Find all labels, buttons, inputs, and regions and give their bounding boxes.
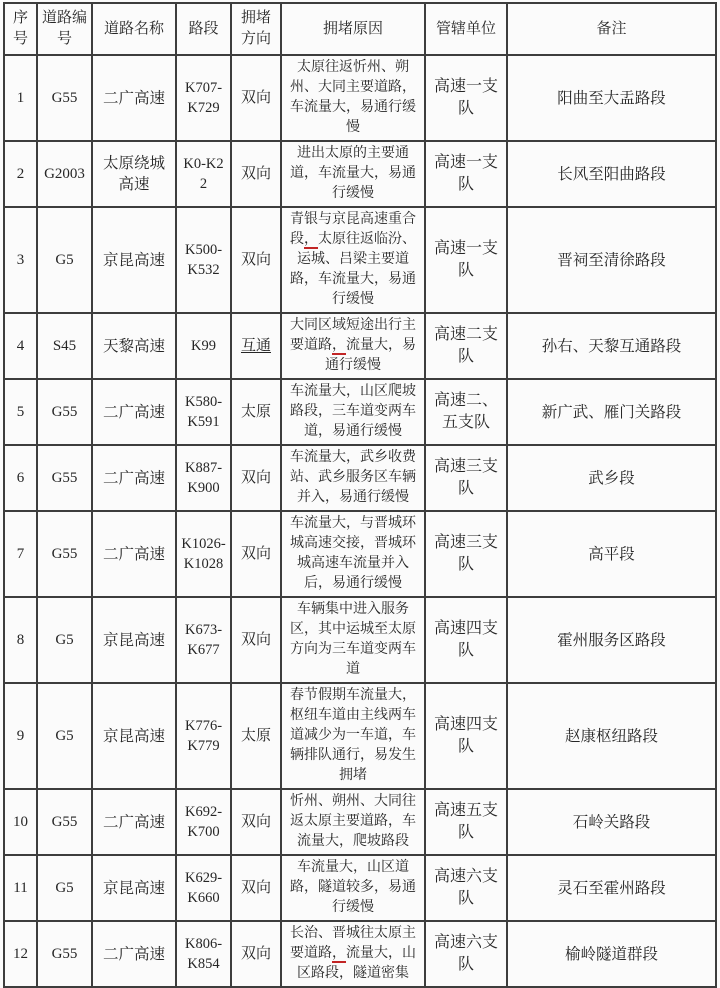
column-header-direction: 拥堵方向 bbox=[231, 3, 281, 55]
cell-code: G55 bbox=[37, 511, 92, 597]
cell-section: K629-K660 bbox=[176, 855, 231, 921]
cell-code: S45 bbox=[37, 313, 92, 379]
cell-name: 京昆高速 bbox=[92, 207, 176, 313]
table-row bbox=[4, 855, 716, 921]
table-row bbox=[4, 55, 716, 141]
cell-name: 京昆高速 bbox=[92, 597, 176, 683]
cell-reason: 春节假期车流量大，枢纽车道由主线两车道减少为一车道，车辆排队通行，易发生拥堵 bbox=[281, 683, 425, 789]
cell-reason: 车流量大，山区爬坡路段，三车道变两车道，易通行缓慢 bbox=[281, 379, 425, 445]
header-row bbox=[4, 3, 716, 55]
cell-unit: 高速一支队 bbox=[425, 141, 507, 207]
reason-text: 太原往返临汾、运城、吕梁主要道路，车流量大，易通行缓慢 bbox=[290, 232, 416, 307]
cell-no: 10 bbox=[4, 789, 37, 855]
table-row bbox=[4, 313, 716, 379]
table-row bbox=[4, 379, 716, 445]
cell-unit: 高速四支队 bbox=[425, 683, 507, 789]
cell-section: K707-K729 bbox=[176, 55, 231, 141]
cell-code: G5 bbox=[37, 855, 92, 921]
cell-direction: 双向 bbox=[231, 789, 281, 855]
reason-text: 青银与京昆高速重合段 bbox=[290, 212, 416, 247]
cell-no: 6 bbox=[4, 445, 37, 511]
cell-reason bbox=[281, 313, 425, 379]
cell-remark: 晋祠至清徐路段 bbox=[507, 207, 716, 313]
cell-unit: 高速五支队 bbox=[425, 789, 507, 855]
column-header-name: 道路名称 bbox=[92, 3, 176, 55]
cell-direction: 双向 bbox=[231, 207, 281, 313]
cell-code: G55 bbox=[37, 55, 92, 141]
column-header-section: 路段 bbox=[176, 3, 231, 55]
cell-no: 7 bbox=[4, 511, 37, 597]
cell-section: K692-K700 bbox=[176, 789, 231, 855]
table-row bbox=[4, 445, 716, 511]
cell-direction: 双向 bbox=[231, 921, 281, 987]
cell-direction: 双向 bbox=[231, 597, 281, 683]
cell-unit: 高速二支队 bbox=[425, 313, 507, 379]
table-row bbox=[4, 207, 716, 313]
cell-remark: 孙右、天黎互通路段 bbox=[507, 313, 716, 379]
cell-remark: 灵石至霍州路段 bbox=[507, 855, 716, 921]
table-row bbox=[4, 511, 716, 597]
cell-code: G55 bbox=[37, 445, 92, 511]
table-row bbox=[4, 597, 716, 683]
reason-text: 长治、晋城往太原主要道路 bbox=[290, 926, 416, 961]
cell-no: 11 bbox=[4, 855, 37, 921]
cell-code: G5 bbox=[37, 597, 92, 683]
cell-name: 二广高速 bbox=[92, 445, 176, 511]
cell-code: G55 bbox=[37, 379, 92, 445]
column-header-no: 序号 bbox=[4, 3, 37, 55]
cell-code: G55 bbox=[37, 921, 92, 987]
cell-section: K776-K779 bbox=[176, 683, 231, 789]
column-header-unit: 管辖单位 bbox=[425, 3, 507, 55]
cell-section: K673-K677 bbox=[176, 597, 231, 683]
cell-remark: 阳曲至大盂路段 bbox=[507, 55, 716, 141]
cell-name: 二广高速 bbox=[92, 921, 176, 987]
column-header-remark: 备注 bbox=[507, 3, 716, 55]
cell-section: K580-K591 bbox=[176, 379, 231, 445]
cell-remark: 武乡段 bbox=[507, 445, 716, 511]
cell-no: 4 bbox=[4, 313, 37, 379]
cell-section: K887-K900 bbox=[176, 445, 231, 511]
cell-remark: 长风至阳曲路段 bbox=[507, 141, 716, 207]
reason-text: 大同区域短途出行主要道路 bbox=[290, 318, 416, 353]
cell-code: G2003 bbox=[37, 141, 92, 207]
cell-remark: 霍州服务区路段 bbox=[507, 597, 716, 683]
cell-name: 二广高速 bbox=[92, 379, 176, 445]
cell-unit: 高速二、五支队 bbox=[425, 379, 507, 445]
direction-underlined-text: 互通 bbox=[240, 337, 271, 354]
cell-remark: 赵康枢纽路段 bbox=[507, 683, 716, 789]
reason-marked-text: ， bbox=[332, 946, 346, 961]
cell-unit: 高速一支队 bbox=[425, 55, 507, 141]
cell-section: K1026-K1028 bbox=[176, 511, 231, 597]
cell-section: K806-K854 bbox=[176, 921, 231, 987]
table-body bbox=[4, 55, 716, 987]
column-header-code: 道路编号 bbox=[37, 3, 92, 55]
cell-section: K500-K532 bbox=[176, 207, 231, 313]
cell-direction: 双向 bbox=[231, 511, 281, 597]
cell-reason: 太原往返忻州、朔州、大同主要道路，车流量大，易通行缓慢 bbox=[281, 55, 425, 141]
cell-no: 3 bbox=[4, 207, 37, 313]
cell-unit: 高速四支队 bbox=[425, 597, 507, 683]
cell-code: G5 bbox=[37, 207, 92, 313]
cell-reason: 忻州、朔州、大同往返太原主要道路，车流量大，爬坡路段 bbox=[281, 789, 425, 855]
reason-marked-text: ， bbox=[332, 338, 346, 353]
table-row bbox=[4, 683, 716, 789]
cell-code: G5 bbox=[37, 683, 92, 789]
cell-code: G55 bbox=[37, 789, 92, 855]
cell-remark: 高平段 bbox=[507, 511, 716, 597]
traffic-congestion-table bbox=[3, 2, 717, 988]
cell-unit: 高速一支队 bbox=[425, 207, 507, 313]
cell-name: 二广高速 bbox=[92, 789, 176, 855]
cell-remark: 石岭关路段 bbox=[507, 789, 716, 855]
cell-name: 太原绕城高速 bbox=[92, 141, 176, 207]
cell-reason bbox=[281, 921, 425, 987]
cell-no: 8 bbox=[4, 597, 37, 683]
cell-direction: 双向 bbox=[231, 855, 281, 921]
cell-unit: 高速六支队 bbox=[425, 921, 507, 987]
cell-no: 12 bbox=[4, 921, 37, 987]
cell-name: 京昆高速 bbox=[92, 855, 176, 921]
cell-direction: 双向 bbox=[231, 445, 281, 511]
cell-reason: 车流量大，与晋城环城高速交接，晋城环城高速车流量并入后，易通行缓慢 bbox=[281, 511, 425, 597]
cell-reason bbox=[281, 207, 425, 313]
reason-marked-text: ， bbox=[304, 232, 318, 247]
cell-name: 京昆高速 bbox=[92, 683, 176, 789]
table-row bbox=[4, 789, 716, 855]
cell-unit: 高速三支队 bbox=[425, 445, 507, 511]
cell-direction: 双向 bbox=[231, 55, 281, 141]
cell-direction: 太原 bbox=[231, 683, 281, 789]
cell-remark: 新广武、雁门关路段 bbox=[507, 379, 716, 445]
cell-reason: 车流量大，山区道路，隧道较多，易通行缓慢 bbox=[281, 855, 425, 921]
cell-section: K0-K22 bbox=[176, 141, 231, 207]
cell-name: 天黎高速 bbox=[92, 313, 176, 379]
traffic-congestion-table-wrap bbox=[3, 2, 715, 988]
table-row bbox=[4, 921, 716, 987]
cell-name: 二广高速 bbox=[92, 511, 176, 597]
cell-unit: 高速三支队 bbox=[425, 511, 507, 597]
cell-no: 5 bbox=[4, 379, 37, 445]
cell-no: 1 bbox=[4, 55, 37, 141]
reason-text: 流量大，山区路段，隧道密集 bbox=[297, 946, 416, 981]
reason-text: 流量大，易通行缓慢 bbox=[325, 338, 416, 373]
cell-reason: 车流量大，武乡收费站、武乡服务区车辆并入，易通行缓慢 bbox=[281, 445, 425, 511]
cell-reason: 车辆集中进入服务区，其中运城至太原方向为三车道变两车道 bbox=[281, 597, 425, 683]
cell-section: K99 bbox=[176, 313, 231, 379]
cell-no: 9 bbox=[4, 683, 37, 789]
column-header-reason: 拥堵原因 bbox=[281, 3, 425, 55]
cell-direction bbox=[231, 313, 281, 379]
cell-no: 2 bbox=[4, 141, 37, 207]
cell-name: 二广高速 bbox=[92, 55, 176, 141]
cell-reason: 进出太原的主要通道，车流量大，易通行缓慢 bbox=[281, 141, 425, 207]
cell-unit: 高速六支队 bbox=[425, 855, 507, 921]
cell-direction: 太原 bbox=[231, 379, 281, 445]
table-row bbox=[4, 141, 716, 207]
cell-remark: 榆岭隧道群段 bbox=[507, 921, 716, 987]
cell-direction: 双向 bbox=[231, 141, 281, 207]
